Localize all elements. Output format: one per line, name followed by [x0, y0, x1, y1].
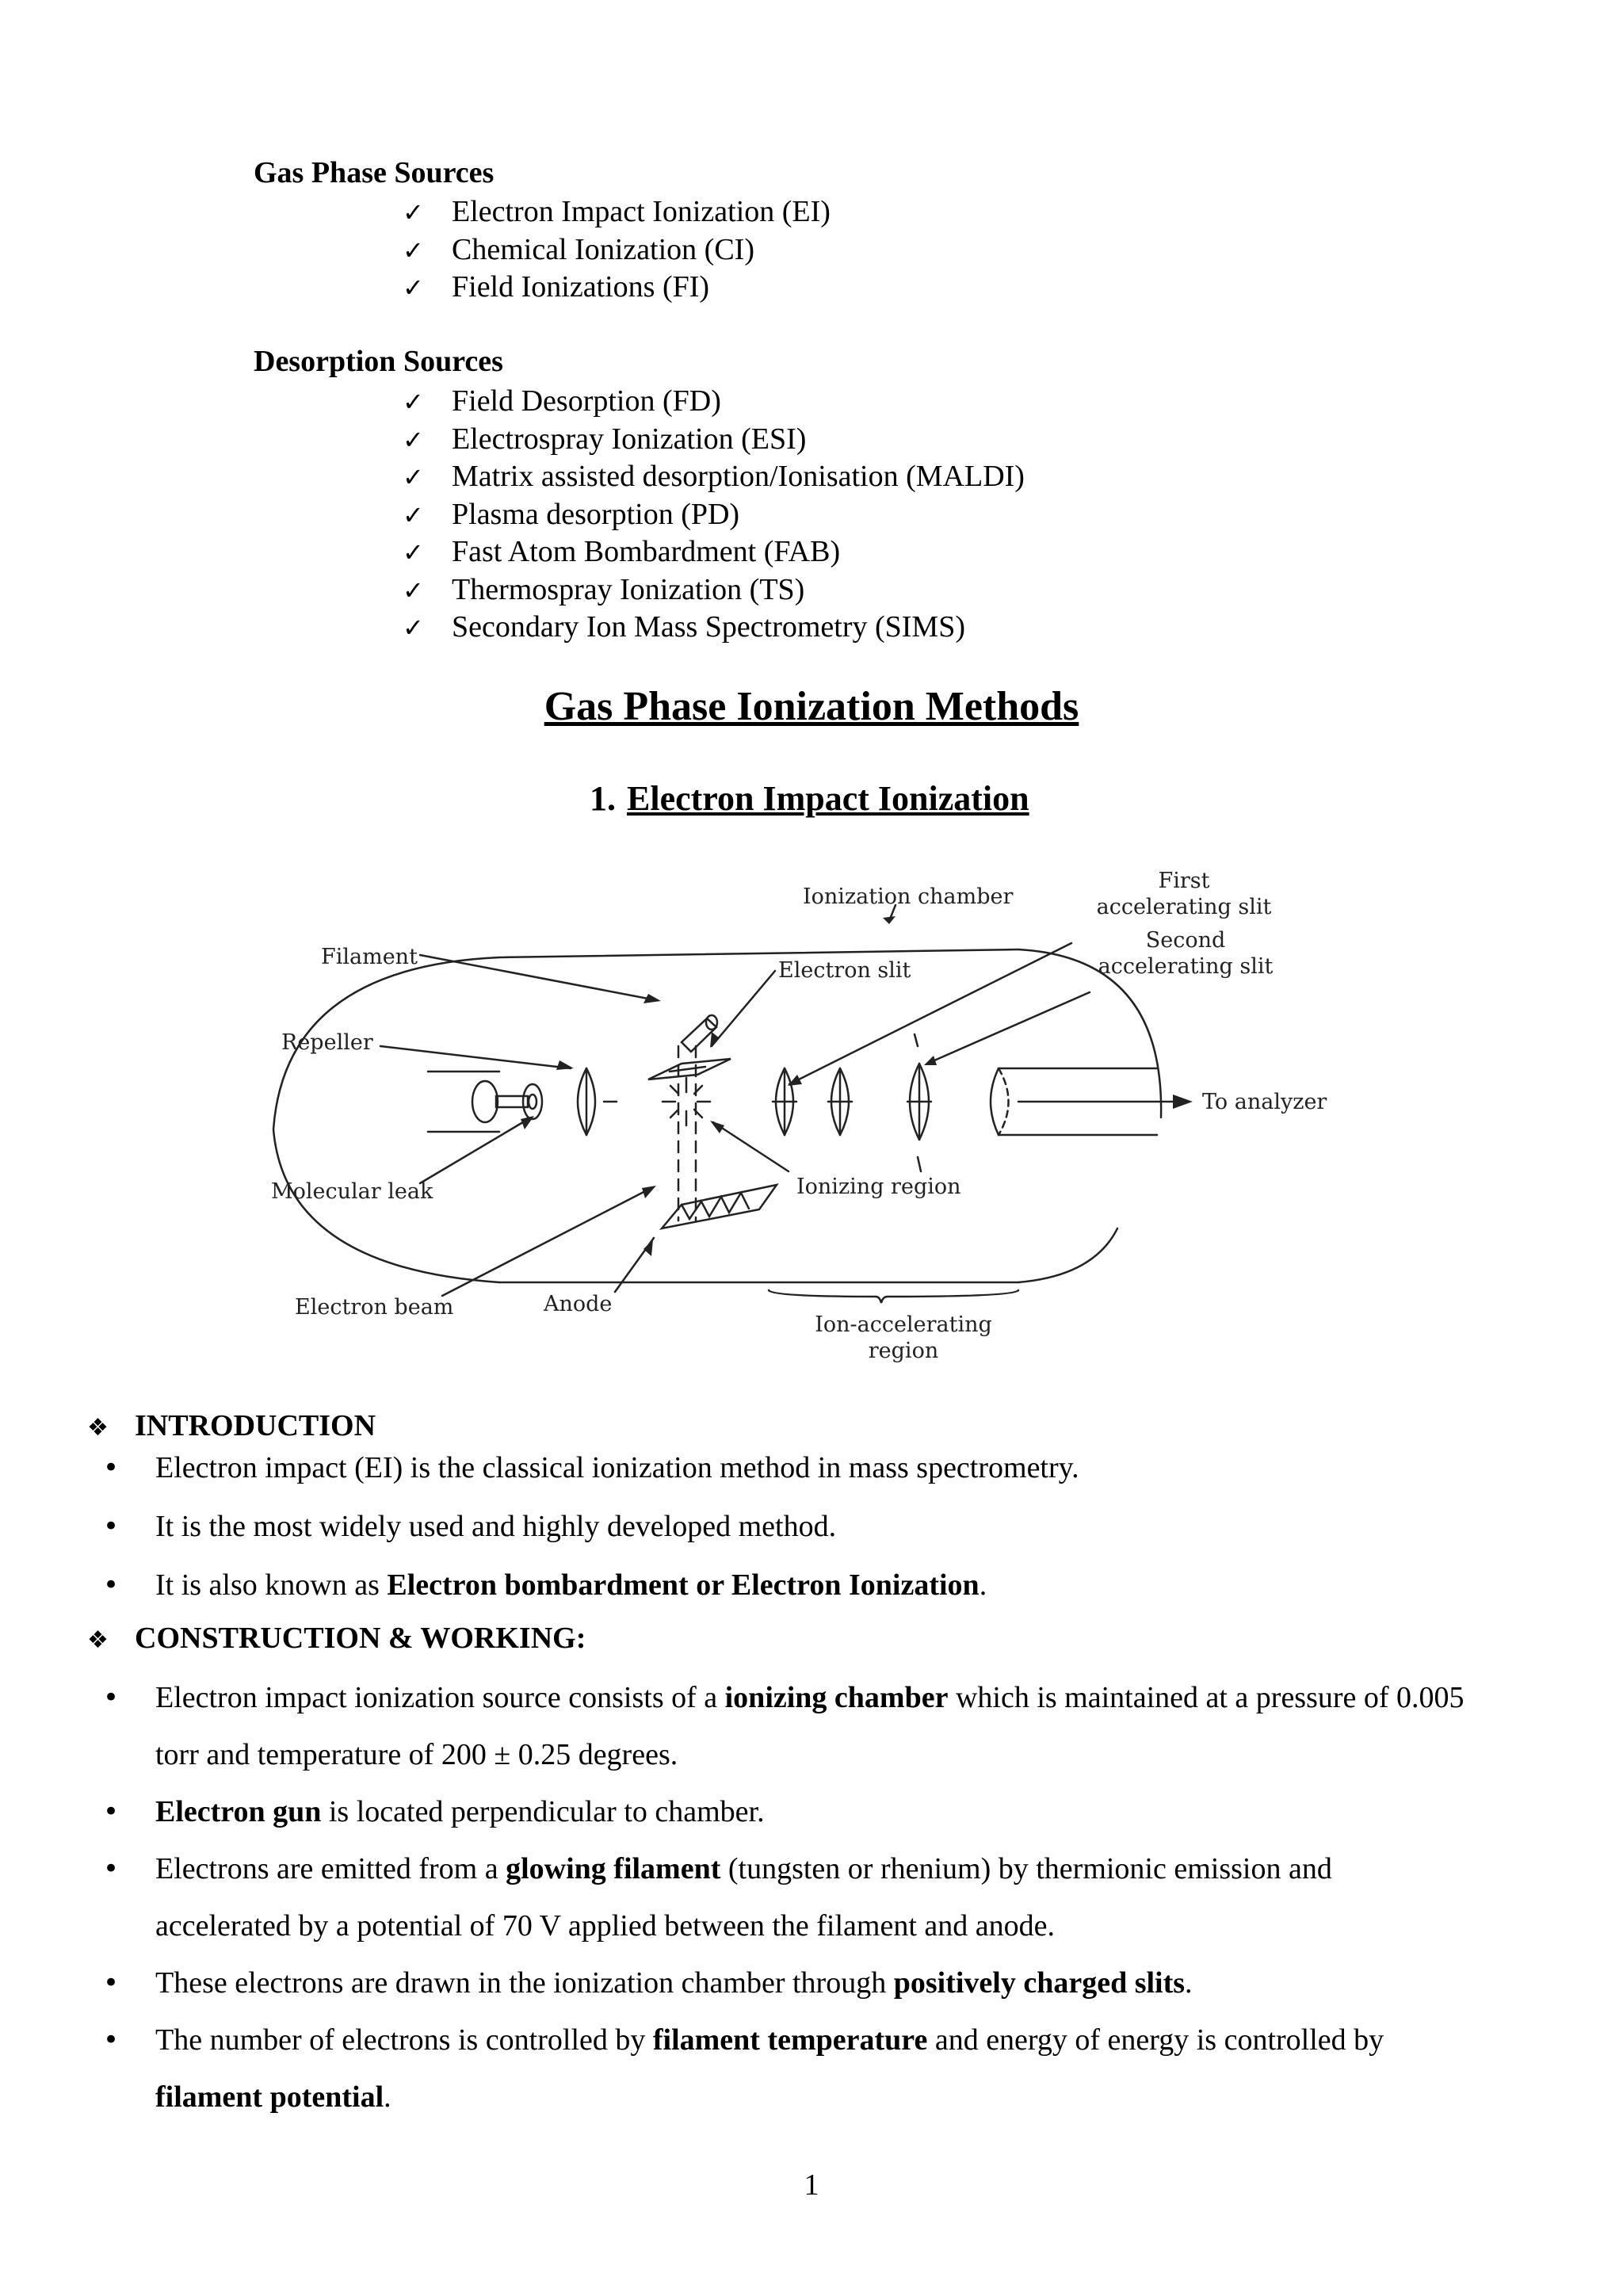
gas-phase-sources-heading: Gas Phase Sources — [254, 156, 495, 189]
anode-plate — [662, 1185, 777, 1228]
introduction-heading: ❖ INTRODUCTION — [87, 1409, 376, 1442]
check-mark-icon: ✓ — [403, 424, 424, 455]
list-item: • Electron impact ionization source consists of a ionizing chamber which is maintained at a pressure of 0.005 torr and temperature of 200 ± 0.25 degrees. — [103, 1669, 1474, 1783]
desorption-sources-heading: Desorption Sources — [254, 345, 503, 378]
repeller-leader — [380, 1046, 571, 1068]
check-mark-icon: ✓ — [403, 537, 424, 567]
section-title: 1. Electron Impact Ionization — [590, 779, 1029, 818]
list-item: • The number of electrons is controlled by filament temperature and energy of energy is controlled by filament potential. — [103, 2011, 1474, 2126]
check-mark-icon: ✓ — [403, 575, 424, 606]
filament-leader — [420, 955, 656, 1000]
diamond-bullet-icon: ❖ — [87, 1414, 109, 1442]
label-electron-slit: Electron slit — [778, 958, 911, 983]
list-item: ✓ Secondary Ion Mass Spectrometry (SIMS) — [403, 609, 1025, 647]
molecular-leak-nozzle — [523, 1084, 542, 1119]
list-item: ✓ Electrospray Ionization (ESI) — [403, 421, 1025, 459]
list-item: • Electron gun is located perpendicular to chamber. — [103, 1783, 1474, 1840]
exit-tube-inner — [999, 1068, 1009, 1135]
list-item: • It is the most widely used and highly developed method. — [103, 1497, 1474, 1556]
list-item: • These electrons are drawn in the ionization chamber through positively charged slits. — [103, 1954, 1474, 2011]
electron-beam-leader — [442, 1189, 650, 1296]
label-repeller: Repeller — [281, 1030, 373, 1055]
label-ion-accelerating-line1: Ion-accelerating — [815, 1312, 992, 1337]
page-title: Gas Phase Ionization Methods — [544, 684, 1079, 729]
list-item: ✓ Plasma desorption (PD) — [403, 496, 1025, 534]
chamber-top-edge — [499, 949, 1018, 957]
slit-plate-1 — [773, 1068, 796, 1135]
molecular-leak-orifice — [529, 1095, 537, 1109]
list-item: ✓ Field Ionizations (FI) — [403, 269, 831, 307]
check-mark-icon: ✓ — [403, 387, 424, 417]
ionization-burst — [663, 1078, 710, 1125]
electron-slit-leader — [712, 971, 775, 1046]
introduction-list — [103, 1438, 1474, 1614]
list-item: ✓ Matrix assisted desorption/Ionisation (MALDI) — [403, 458, 1025, 496]
label-ionization-chamber: Ionization chamber — [803, 884, 1014, 909]
list-item: • It is also known as Electron bombardment or Electron Ionization. — [103, 1556, 1474, 1614]
slit-plate-3 — [907, 1064, 931, 1140]
check-mark-icon: ✓ — [403, 613, 424, 643]
label-filament: Filament — [321, 945, 418, 969]
slit-tick-top — [915, 1034, 918, 1046]
label-second-slit-line2: accelerating slit — [1098, 954, 1274, 979]
label-second-slit-line1: Second — [1145, 928, 1226, 953]
label-ionizing-region: Ionizing region — [796, 1175, 961, 1199]
list-item: • Electron impact (EI) is the classical ionization method in mass spectrometry. — [103, 1438, 1474, 1497]
list-item: ✓ Electron Impact Ionization (EI) — [403, 193, 831, 231]
gas-phase-sources-list — [403, 193, 831, 307]
label-to-analyzer: To analyzer — [1202, 1090, 1327, 1114]
label-first-slit-line1: First — [1158, 869, 1210, 893]
list-item: ✓ Chemical Ionization (CI) — [403, 231, 831, 269]
check-mark-icon: ✓ — [403, 499, 424, 530]
construction-list — [103, 1669, 1474, 2126]
list-item: ✓ Thermospray Ionization (TS) — [403, 571, 1025, 609]
molecular-leak-ring — [472, 1081, 498, 1122]
diamond-bullet-icon: ❖ — [87, 1626, 109, 1654]
list-item: • Electrons are emitted from a glowing filament (tungsten or rhenium) by thermionic emission and accelerated by a potential of 70 V applied between the filament and anode. — [103, 1840, 1474, 1954]
slit-tick-bottom — [918, 1157, 921, 1171]
check-mark-icon: ✓ — [403, 462, 424, 492]
construction-heading: ❖ CONSTRUCTION & WORKING: — [87, 1622, 586, 1655]
slit-plate-2 — [828, 1068, 852, 1135]
desorption-sources-list — [403, 383, 1025, 647]
chamber-right-bottom — [1018, 1228, 1117, 1282]
label-molecular-leak: Molecular leak — [271, 1179, 433, 1204]
chamber-left-end — [273, 957, 499, 1282]
check-mark-icon: ✓ — [403, 273, 424, 303]
repeller-plate-left — [578, 1068, 586, 1135]
ionizing-region-leader — [713, 1122, 789, 1171]
check-mark-icon: ✓ — [403, 197, 424, 227]
label-first-slit-line2: accelerating slit — [1096, 895, 1272, 919]
check-mark-icon: ✓ — [403, 235, 424, 266]
exit-tube-mouth — [991, 1068, 999, 1135]
ion-accelerating-brace — [769, 1290, 1018, 1303]
molecular-leak-leader — [420, 1117, 531, 1183]
label-ion-accelerating-line2: region — [868, 1339, 939, 1363]
label-anode: Anode — [544, 1292, 613, 1316]
list-item: ✓ Fast Atom Bombardment (FAB) — [403, 533, 1025, 571]
repeller-plate-right — [586, 1068, 595, 1135]
label-electron-beam: Electron beam — [295, 1295, 454, 1320]
electron-impact-source-diagram — [238, 856, 1347, 1379]
list-item: ✓ Field Desorption (FD) — [403, 383, 1025, 421]
page-number: 1 — [804, 2168, 819, 2202]
